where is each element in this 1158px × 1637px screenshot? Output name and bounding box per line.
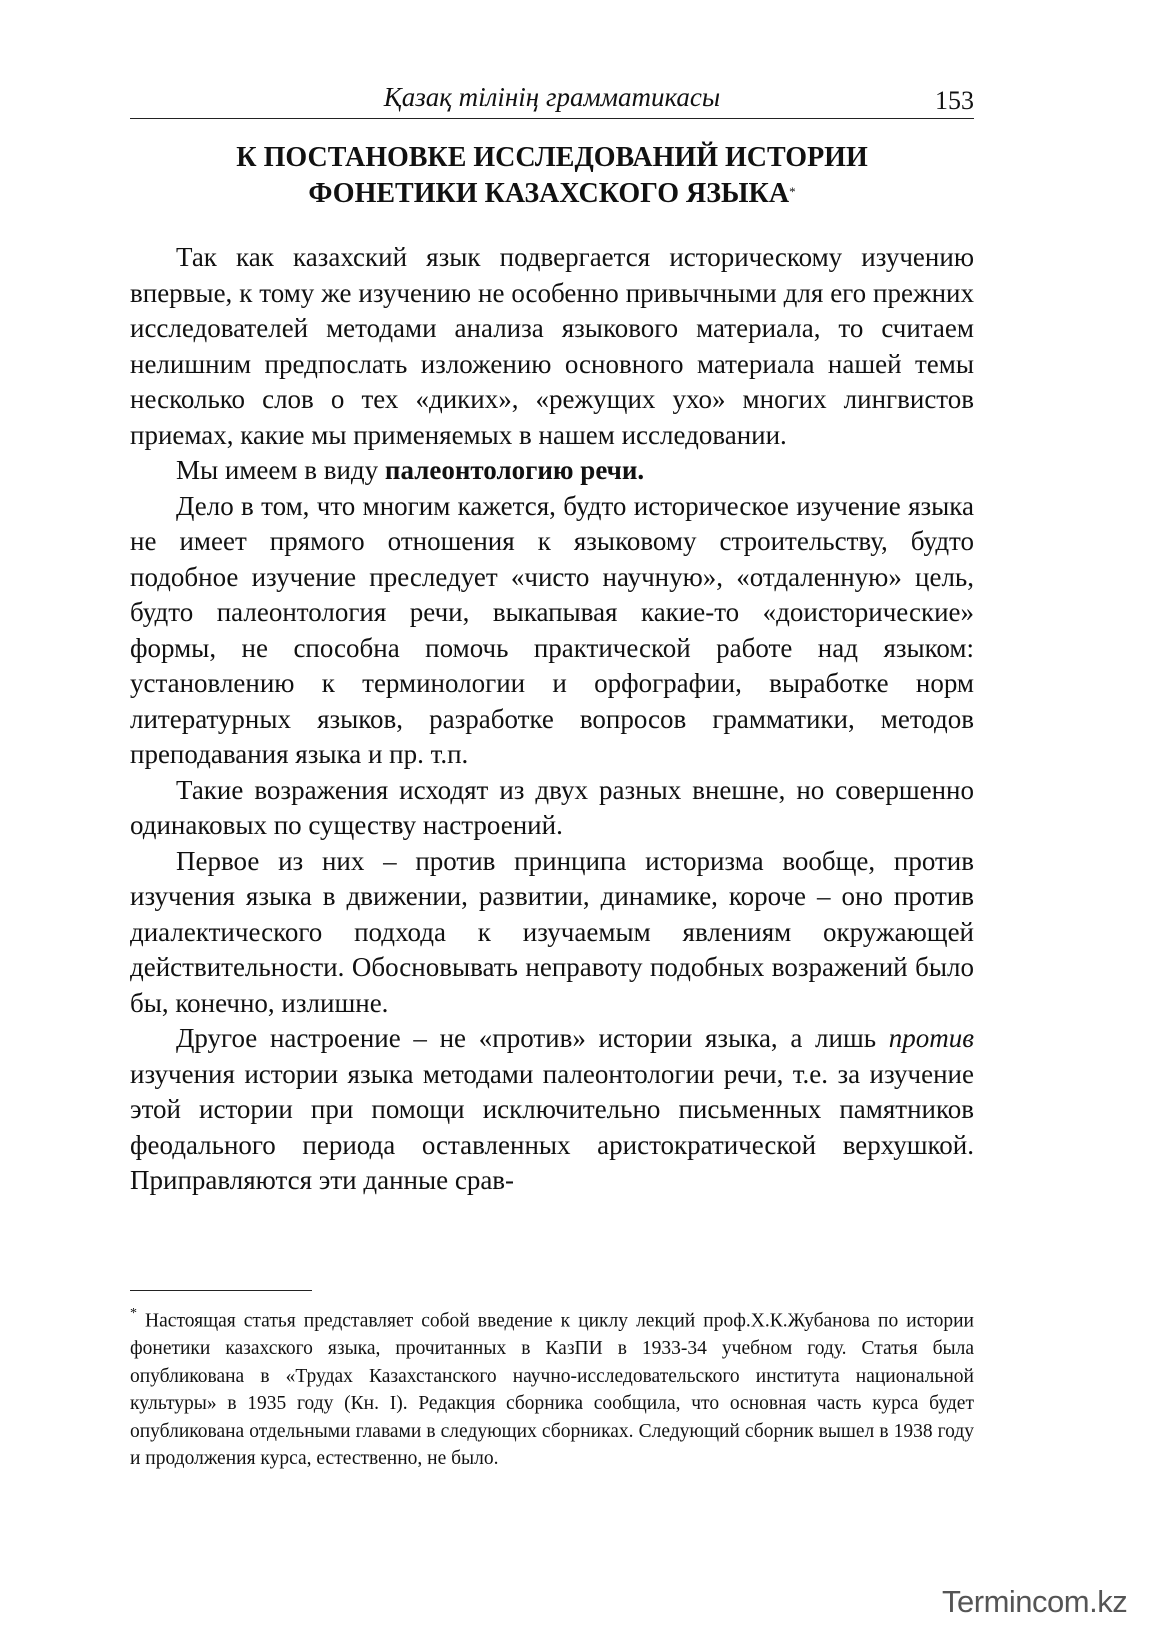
paragraph-5: Первое из них – против принципа историзма вообще, против изучения языка в движении, развитии, динамике, короче – оно против диалектического подхода к изучаемым явлениям окружающей действительности. Обосновывать неправоту подобных возражений было бы, конечно, излишне.: [130, 845, 974, 1018]
paragraph-2-bold: палеонтологию речи.: [384, 455, 645, 485]
paragraph-2-text: Мы имеем в виду: [176, 455, 385, 485]
paragraph-6: [130, 1021, 974, 1199]
footnote-divider: [130, 1290, 312, 1291]
running-title: Қазақ тілінің грамматикасы: [383, 82, 721, 112]
paragraph-6-text-b: изучения истории языка методами палеонтологии речи, т.е. за изучение этой истории при помощи исключительно письменных памятников феодального периода оставленных аристократической верхушкой. Приправляются эти данные срав-: [130, 1058, 974, 1195]
paragraph-2: [130, 453, 974, 489]
paragraph-4: Такие возражения исходят из двух разных внешне, но совершенно одинаковых по существу настроений.: [130, 774, 974, 840]
page-number: 153: [935, 86, 974, 115]
running-header: [130, 80, 974, 119]
footnote-mark: *: [130, 1306, 137, 1321]
article-title: [130, 140, 974, 212]
paragraph-3: Дело в том, что многим кажется, будто историческое изучение языка не имеет прямого отношения к языковому строительству, будто подобное изучение преследует «чисто научную», «отдаленную» цель, будто палеонтология речи, выкапывая какие-то «доисторические» формы, не способна помочь практической работе над языком: установлению к терминологии и орфографии, выработке норм литературных языков, разработке вопросов грамматики, методов преподавания языка и пр. т.п.: [130, 490, 974, 769]
paragraph-1: Так как казахский язык подвергается историческому изучению впервые, к тому же изучению не особенно привычными для его прежних исследователей методами анализа языкового материала, то считаем нелишним предпослать изложению основного материала нашей темы несколько слов о тех «диких», «режущих ухо» многих лингвистов приемах, какие мы применяемых в нашем исследовании.: [130, 242, 974, 450]
article-body: [130, 240, 974, 1199]
watermark-logo: [942, 1582, 1132, 1624]
paragraph-6-text-a: Другое настроение – не «против» истории языка, а лишь: [176, 1023, 889, 1053]
title-line-1: К ПОСТАНОВКЕ ИССЛЕДОВАНИЙ ИСТОРИИ: [236, 142, 868, 173]
footnote-reference[interactable]: *: [789, 184, 796, 199]
watermark-text: Termincom.kz: [942, 1584, 1128, 1619]
footnote: [130, 1302, 974, 1473]
paragraph-6-italic: против: [888, 1023, 974, 1053]
title-line-2: ФОНЕТИКИ КАЗАХСКОГО ЯЗЫКА: [308, 178, 790, 209]
footnote-text: Настоящая статья представляет собой введение к циклу лекций проф.Х.К.Жубанова по истории фонетики казахского языка, прочитанных в КазПИ в 1933-34 учебном году. Статья была опубликована в «Трудах Казахстанского научно-исследовательского института национальной культуры» в 1935 году (Кн. I). Редакция сборника сообщила, что основная часть курса будет опубликована отдельными главами в следующих сборниках. Следующий сборник вышел в 1938 году и продолжения курса, естественно, не было.: [130, 1310, 974, 1469]
